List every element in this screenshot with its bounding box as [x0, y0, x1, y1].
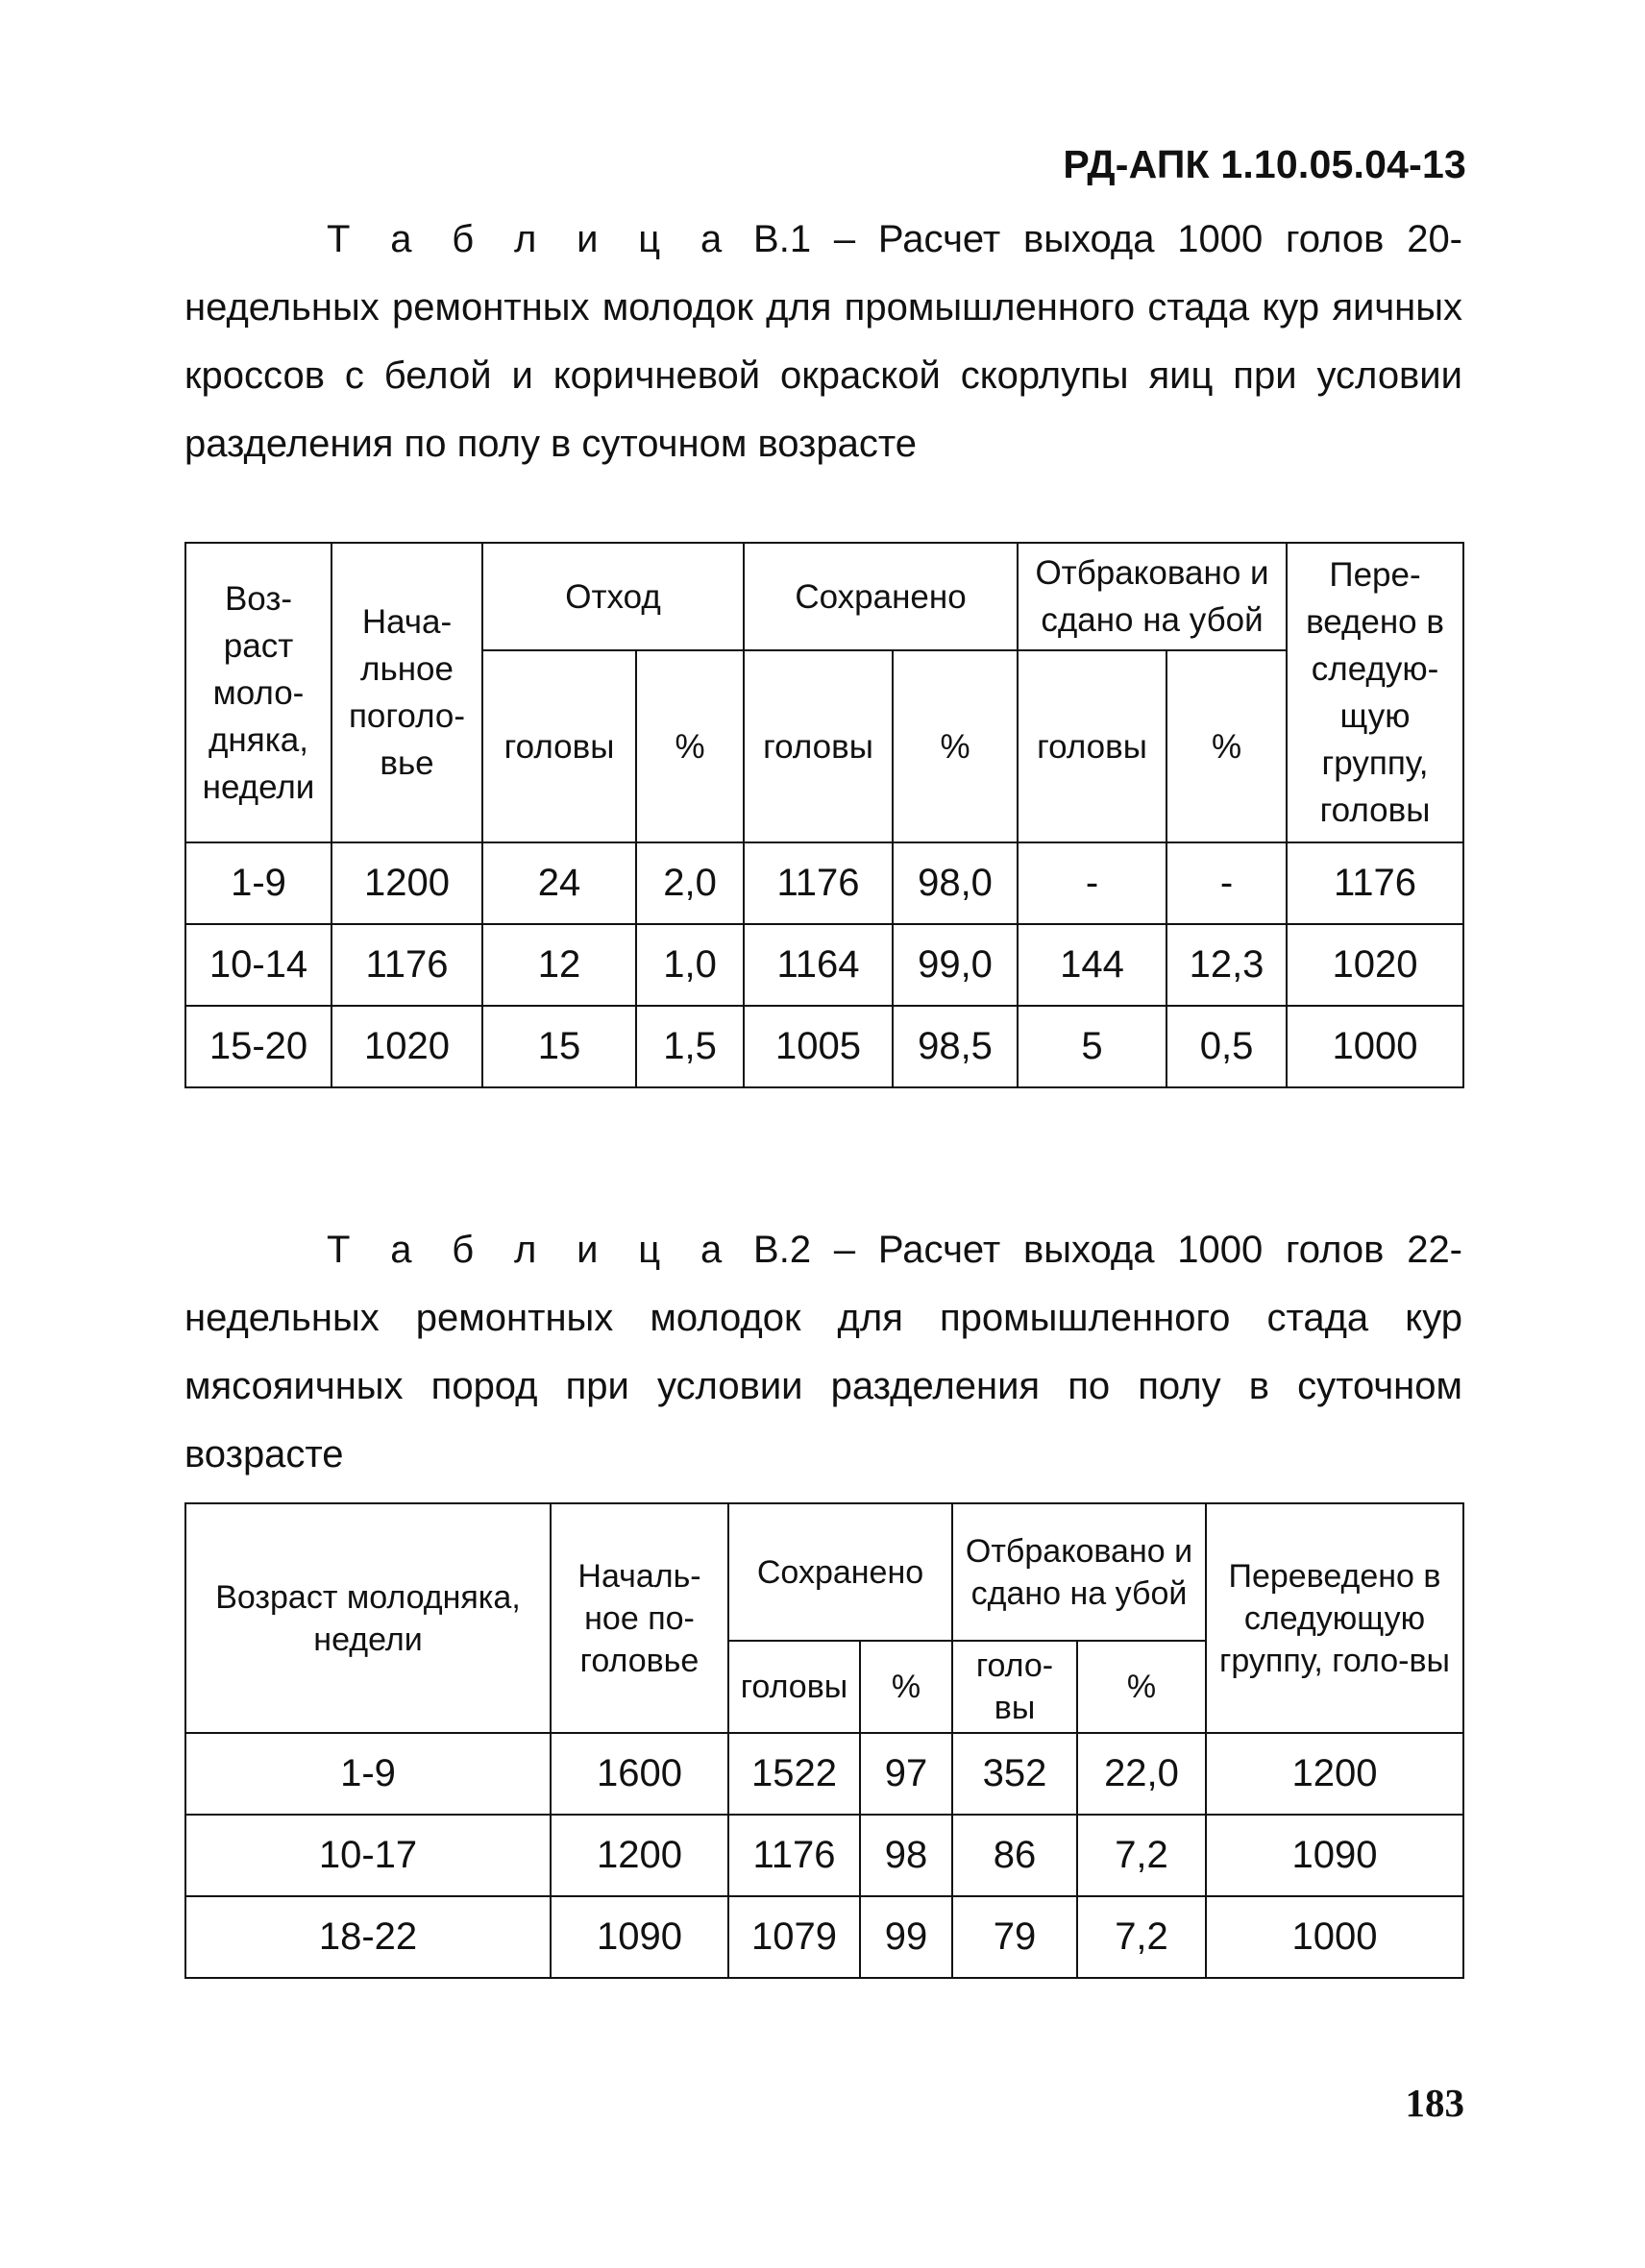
t2-cell: 1090	[1206, 1815, 1463, 1896]
table-1-caption-text: В.1 – Расчет выхода 1000 голов 20-недельных ремонтных молодок для промышленного стада кур яичных кроссов с белой и коричневой окраской скорлупы яиц при условии разделения по полу в суточном возрасте	[184, 218, 1463, 465]
t1-cell: 0,5	[1166, 1006, 1287, 1087]
t1-cell: 15-20	[185, 1006, 331, 1087]
t2-cell: 98	[860, 1815, 952, 1896]
t1-subheader-loss-heads: головы	[482, 650, 636, 842]
table-1	[184, 542, 1464, 1088]
t1-cell: 1-9	[185, 842, 331, 924]
t2-cell: 1-9	[185, 1733, 551, 1815]
t1-cell: 15	[482, 1006, 636, 1087]
table-row	[185, 1896, 1463, 1978]
t1-header-kept: Сохранено	[744, 543, 1018, 650]
t2-cell: 7,2	[1077, 1896, 1206, 1978]
table-row	[185, 924, 1463, 1006]
t2-cell: 1079	[728, 1896, 860, 1978]
table-row	[185, 1815, 1463, 1896]
t1-header-transferred: Пере-ведено в следую-щую группу, головы	[1287, 543, 1463, 842]
t1-subheader-loss-percent: %	[636, 650, 744, 842]
t1-cell: 98,0	[893, 842, 1018, 924]
t2-header-culled: Отбраковано и сдано на убой	[952, 1503, 1206, 1641]
t1-subheader-culled-heads: головы	[1018, 650, 1166, 842]
t1-cell: -	[1166, 842, 1287, 924]
t2-cell: 86	[952, 1815, 1077, 1896]
t1-header-culled: Отбраковано и сдано на убой	[1018, 543, 1287, 650]
t1-cell: 12	[482, 924, 636, 1006]
t1-cell: 144	[1018, 924, 1166, 1006]
t2-cell: 1176	[728, 1815, 860, 1896]
t1-cell: 5	[1018, 1006, 1166, 1087]
table-1-caption-label: Т а б л и ц а	[327, 218, 731, 260]
page-number: 183	[1405, 2081, 1464, 2125]
t1-cell: 24	[482, 842, 636, 924]
t2-cell: 1090	[551, 1896, 728, 1978]
t2-cell: 352	[952, 1733, 1077, 1815]
t1-cell: 12,3	[1166, 924, 1287, 1006]
t1-cell: 1020	[1287, 924, 1463, 1006]
t1-cell: 2,0	[636, 842, 744, 924]
t1-cell: 1200	[331, 842, 482, 924]
table-2	[184, 1502, 1464, 1979]
t2-cell: 1522	[728, 1733, 860, 1815]
table-row	[185, 1006, 1463, 1087]
t1-cell: 10-14	[185, 924, 331, 1006]
t2-subheader-kept-percent: %	[860, 1641, 952, 1733]
t2-cell: 1200	[551, 1815, 728, 1896]
table-2-caption-label: Т а б л и ц а	[327, 1229, 731, 1271]
t1-cell: 1,5	[636, 1006, 744, 1087]
t2-cell: 7,2	[1077, 1815, 1206, 1896]
t2-header-initial: Началь-ное по-головье	[551, 1503, 728, 1733]
t1-cell: 1164	[744, 924, 893, 1006]
t1-header-age: Воз-раст моло-дняка, недели	[185, 543, 331, 842]
t2-subheader-culled-percent: %	[1077, 1641, 1206, 1733]
t1-cell: 1,0	[636, 924, 744, 1006]
t1-cell: -	[1018, 842, 1166, 924]
t2-cell: 1200	[1206, 1733, 1463, 1815]
t2-cell: 18-22	[185, 1896, 551, 1978]
table-row	[185, 1733, 1463, 1815]
t1-cell: 1005	[744, 1006, 893, 1087]
t2-cell: 10-17	[185, 1815, 551, 1896]
t2-subheader-kept-heads: головы	[728, 1641, 860, 1733]
t1-cell: 98,5	[893, 1006, 1018, 1087]
t2-cell: 22,0	[1077, 1733, 1206, 1815]
t2-header-transferred: Переведено в следующую группу, голо-вы	[1206, 1503, 1463, 1733]
t2-cell: 97	[860, 1733, 952, 1815]
t1-cell: 1000	[1287, 1006, 1463, 1087]
t1-cell: 1176	[1287, 842, 1463, 924]
table-1-caption	[184, 206, 1462, 478]
t2-cell: 1600	[551, 1733, 728, 1815]
t1-cell: 1176	[744, 842, 893, 924]
t1-header-loss: Отход	[482, 543, 744, 650]
t1-subheader-culled-percent: %	[1166, 650, 1287, 842]
t2-cell: 1000	[1206, 1896, 1463, 1978]
t1-cell: 99,0	[893, 924, 1018, 1006]
t1-header-initial: Нача-льное поголо-вье	[331, 543, 482, 842]
table-2-caption-text: В.2 – Расчет выхода 1000 голов 22-недельных ремонтных молодок для промышленного стада кур мясояичных пород при условии разделения по полу в суточном возрасте	[184, 1229, 1463, 1475]
t1-cell: 1020	[331, 1006, 482, 1087]
t2-header-age: Возраст молодняка, недели	[185, 1503, 551, 1733]
t2-subheader-culled-heads: голо-вы	[952, 1641, 1077, 1733]
table-row	[185, 842, 1463, 924]
t2-cell: 99	[860, 1896, 952, 1978]
t1-cell: 1176	[331, 924, 482, 1006]
document-code: РД-АПК 1.10.05.04-13	[1063, 142, 1466, 186]
t2-header-kept: Сохранено	[728, 1503, 952, 1641]
t1-subheader-kept-percent: %	[893, 650, 1018, 842]
table-2-caption	[184, 1216, 1462, 1489]
t2-cell: 79	[952, 1896, 1077, 1978]
t1-subheader-kept-heads: головы	[744, 650, 893, 842]
